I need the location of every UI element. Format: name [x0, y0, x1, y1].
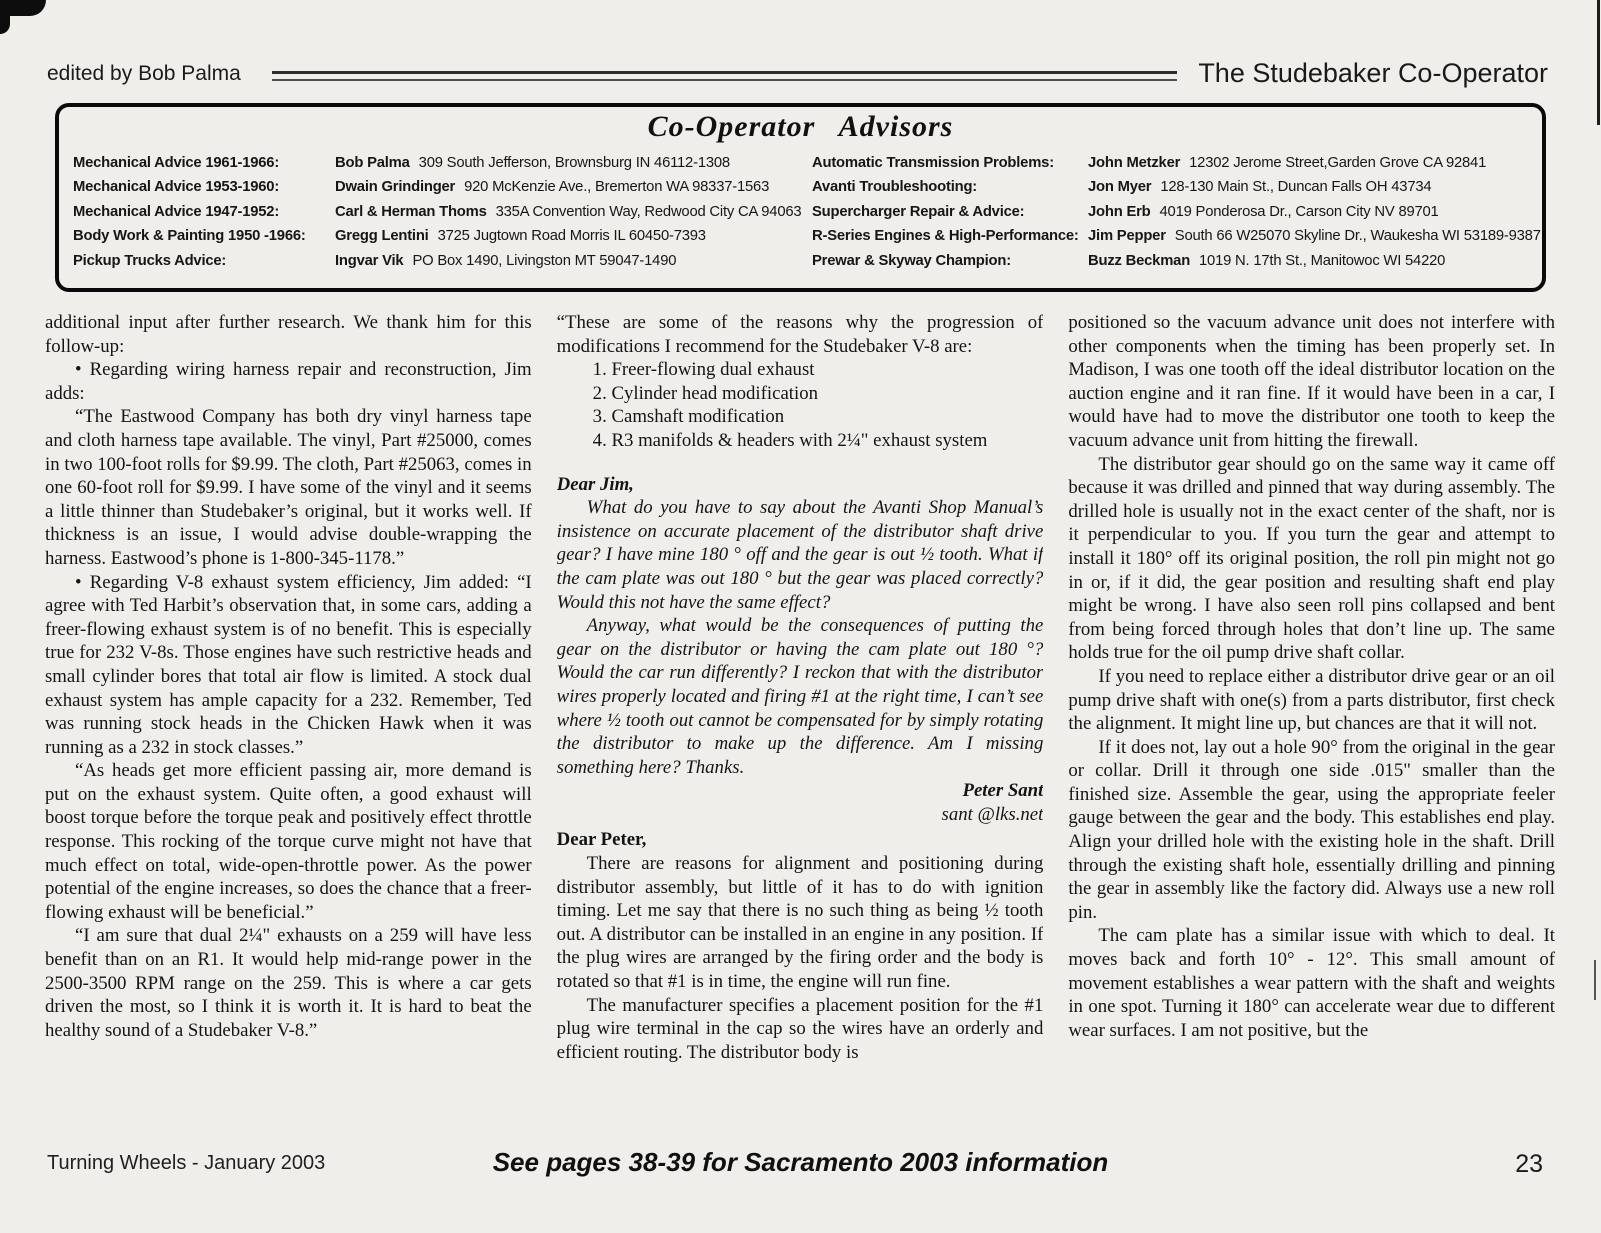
advisor-topic: Pickup Trucks Advice: [73, 252, 227, 269]
article-column-2 [557, 311, 1044, 1118]
reply-salutation: Dear Peter, [556, 829, 647, 851]
page-title: The Studebaker Co-Operator [1198, 58, 1548, 88]
advisor-address: 128-130 Main St., Duncan Falls OH 43734 [1160, 179, 1432, 196]
advisor-contact [335, 175, 769, 199]
advisor-contact [1088, 151, 1486, 175]
advisor-topic: Mechanical Advice 1947-1952: [73, 203, 280, 220]
advisor-address: 309 South Jefferson, Brownsburg IN 46112-1308 [418, 155, 730, 171]
list-item: 1. Freer-flowing dual exhaust [592, 359, 815, 381]
advisor-topic: Body Work & Painting 1950 -1966: [73, 228, 306, 245]
advisor-address: 3725 Jugtown Road Morris IL 60450-7393 [437, 228, 706, 245]
advisor-address: PO Box 1490, Livingston MT 59047-1490 [412, 252, 677, 269]
advisor-topic: Supercharger Repair & Advice: [812, 203, 1025, 220]
advisor-name: Buzz Beckman [1088, 252, 1191, 269]
paragraph: “As heads get more efficient passing air, more demand is put on the exhaust system. Quite often, a good exhaust will boost torque before the torque peak and positively effect throttle response. This rocking of the torque curve might not have that much effect on total, wide-open-throttle power. As the power potential of the engine increases, so does the chance that a freer-flowing exhaust will be beneficial.” [45, 760, 532, 923]
paragraph-bullet: • Regarding V-8 exhaust system efficiency, Jim added: “I agree with Ted Harbit’s observation that, in some cars, adding a freer-flowing exhaust system is of no benefit. This is especially true for 232 V-8s. Those engines have such restrictive heads and small cylinder bores that total air flow is limited. A stock dual exhaust system has ample capacity for a 232. Remember, Ted was running stock heads in the Chicken Hawk when it was running as a 232 in stock classes.” [45, 571, 532, 758]
list-item: 4. R3 manifolds & headers with 2¼" exhaust system [592, 429, 988, 451]
advisor-row [812, 224, 1541, 248]
paragraph: The distributor gear should go on the same way it came off because it was drilled and pinned that way during assembly. The drilled hole is usually not in the exact center of the shaft, nor is it perpendicular to you. If you turn the gear and attempt to install it 180° off its original position, the roll pin might not go in or, if it did, the gear position and resulting shaft end play might be wrong. I have also seen roll pins collapsed and bent from being forced through holes that don’t line up. The same holds true for the oil pump drive shaft collar. [1068, 453, 1555, 664]
advisor-name: Bob Palma [335, 155, 410, 171]
advisor-address: 4019 Ponderosa Dr., Carson City NV 89701 [1159, 203, 1439, 220]
advisor-topic: Mechanical Advice 1961-1966: [73, 155, 280, 171]
advisor-name: Jon Myer [1088, 179, 1152, 196]
scan-artifact-right-edge [1597, 0, 1600, 125]
advisor-topic: R-Series Engines & High-Performance: [812, 228, 1079, 245]
edited-by-credit: edited by Bob Palma [47, 62, 241, 85]
advisor-address: 335A Convention Way, Redwood City CA 94063 [495, 203, 802, 220]
advisor-name: Dwain Grindinger [335, 179, 456, 196]
article-body [45, 311, 1555, 1118]
advisor-name: John Metzker [1088, 155, 1181, 171]
footer-notice: See pages 38-39 for Sacramento 2003 information [492, 1147, 1109, 1177]
advisor-topic: Prewar & Skyway Champion: [812, 252, 1011, 269]
advisors-right-column [812, 151, 1541, 273]
advisor-topic: Automatic Transmission Problems: [812, 155, 1054, 171]
paragraph: “The Eastwood Company has both dry vinyl harness tape and cloth harness tape available. The vinyl, Part #25000, comes in two 100-foot rolls for $9.99. The cloth, Part #25063, comes in one 60-foot roll for $9.99. I have some of the vinyl and it seems a little thinner than Studebaker’s original, but it works well. If thickness is an issue, I would advise double-wrapping the harness. Eastwood’s phone is 1-800-345-1178.” [45, 406, 532, 569]
paragraph: The cam plate has a similar issue with which to deal. It moves back and forth 10° - 12°. This small amount of movement establishes a wear pattern with the shaft and weights in one spot. Turning it 180° can accelerate wear due to different wear surfaces. I am not positive, but the [1068, 925, 1555, 1041]
advisors-box [55, 103, 1546, 292]
advisor-row [812, 151, 1532, 175]
letter-salutation: Dear Jim, [556, 473, 634, 495]
advisor-row [73, 200, 812, 224]
advisor-contact [335, 249, 676, 273]
paragraph: If you need to replace either a distributor drive gear or an oil pump drive shaft with one(s) from a parts distributor, first check the alignment. It might line up, but chances are that it will not. [1068, 665, 1555, 735]
advisor-row [73, 175, 812, 199]
advisor-contact [1088, 249, 1445, 273]
letter-signature-name: Peter Sant [962, 780, 1044, 802]
article-column-1 [45, 311, 532, 1118]
paragraph: If it does not, lay out a hole 90° from the original in the gear or collar. Drill it through one side .015" smaller than the finished size. Assemble the gear, using the appropriate feeler gauge between the gear and the body. This establishes end play. Align your drilled hole with the existing hole in the shaft. Drill through the existing shaft hole, essentially drilling and pinning the gear in assembly like the factory did. Always use a new roll pin. [1068, 736, 1555, 923]
list-item: 2. Cylinder head modification [592, 382, 818, 404]
header-double-rule [272, 71, 1177, 81]
advisor-contact [1088, 224, 1541, 248]
paragraph: The manufacturer specifies a placement position for the #1 plug wire terminal in the cap so the wires have an orderly and efficient routing. The distributor body is [556, 994, 1044, 1063]
advisor-row [73, 249, 812, 273]
advisor-row [812, 175, 1532, 199]
advisor-row [73, 151, 812, 175]
advisor-name: Ingvar Vik [335, 252, 404, 269]
scan-artifact-corner-side [0, 0, 10, 34]
advisor-topic: Mechanical Advice 1953-1960: [73, 179, 280, 196]
paragraph: additional input after further research. We thank him for this follow-up: [45, 312, 532, 357]
advisors-box-title: Co-Operator Advisors [647, 110, 954, 143]
letter-paragraph: Anyway, what would be the consequences of putting the gear on the distributor or having the cam plate out 180 °? Would the car run differently? I reckon that with the distributor wires properly located and firing #1 at the right time, I can’t see where ½ tooth out cannot be compensated for by simply rotating the distributor to make up the difference. Am I missing something here? Thanks. [556, 615, 1044, 778]
advisor-row [812, 249, 1532, 273]
paragraph: There are reasons for alignment and positioning during distributor assembly, but little of it has to do with ignition timing. Let me say that there is no such thing as being ½ tooth out. A distributor can be installed in an engine in any position. If the plug wires are arranged by the firing order and the body is rotated so that #1 is in time, the engine will run fine. [556, 853, 1044, 993]
advisor-name: Carl & Herman Thoms [335, 203, 487, 220]
footer-journal-date: Turning Wheels - January 2003 [47, 1152, 326, 1174]
letter-signature-email: sant @lks.net [941, 803, 1044, 825]
scan-artifact-right-edge-mark [1594, 960, 1596, 1000]
advisor-contact [335, 224, 706, 248]
advisor-row [73, 224, 812, 248]
advisor-contact [335, 151, 730, 175]
letter-paragraph: What do you have to say about the Avanti Shop Manual’s insistence on accurate placement of the distributor shaft drive gear? I have mine 180 ° off and the gear is out ½ tooth. What if the cam plate was out 180 ° but the gear was placed correctly? Would this not have the same effect? [556, 497, 1044, 613]
list-item: 3. Camshaft modification [592, 406, 785, 428]
footer-page-number: 23 [1515, 1150, 1543, 1178]
modification-list [593, 358, 1044, 452]
paragraph: “These are some of the reasons why the progression of modifications I recommend for the Studebaker V-8 are: [556, 312, 1044, 357]
advisor-contact [335, 200, 801, 224]
advisor-contact [1088, 175, 1431, 199]
advisor-address: 920 McKenzie Ave., Bremerton WA 98337-1563 [464, 179, 770, 196]
advisors-left-column [73, 151, 812, 273]
advisor-name: Gregg Lentini [335, 228, 429, 245]
paragraph: positioned so the vacuum advance unit does not interfere with other components when the timing has been properly set. In Madison, I was one tooth off the ideal distributor location on the auction engine and it ran fine. If it would have been in a car, I would have had to move the distributor one tooth to keep the vacuum advance unit from hitting the firewall. [1068, 312, 1555, 451]
advisor-address: South 66 W25070 Skyline Dr., Waukesha WI 53189-9387 [1174, 228, 1541, 245]
paragraph-bullet: • Regarding wiring harness repair and reconstruction, Jim adds: [45, 359, 532, 404]
advisor-name: John Erb [1088, 203, 1151, 220]
advisor-address: 1019 N. 17th St., Manitowoc WI 54220 [1199, 252, 1446, 269]
advisor-name: Jim Pepper [1088, 228, 1166, 245]
article-column-3 [1068, 311, 1555, 1118]
advisor-topic: Avanti Troubleshooting: [812, 179, 978, 196]
advisors-columns [59, 144, 1542, 273]
advisor-address: 12302 Jerome Street,Garden Grove CA 92841 [1189, 155, 1487, 171]
advisor-row [812, 200, 1532, 224]
paragraph: “I am sure that dual 2¼" exhausts on a 259 will have less benefit than on an R1. It would help mid-range power in the 2500-3500 RPM range on the 259. This is where a car gets driven the most, so I think it is worth it. It is hard to beat the healthy sound of a Studebaker V-8.” [45, 925, 532, 1041]
advisor-contact [1088, 200, 1439, 224]
